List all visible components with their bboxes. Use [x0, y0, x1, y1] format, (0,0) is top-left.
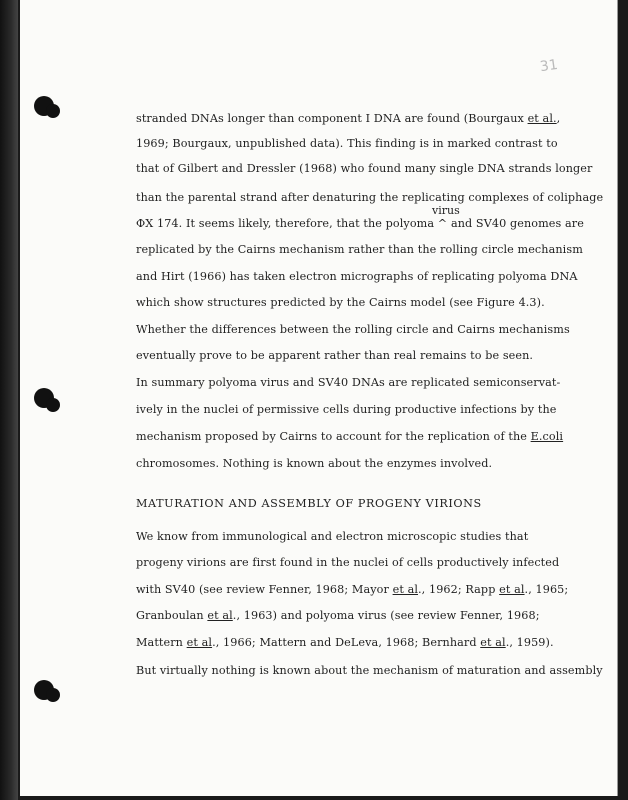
underlined-text: et al: [499, 583, 525, 596]
text-span: stranded DNAs longer than component I DNA are found (Bourgaux: [136, 112, 528, 125]
text-line: [136, 457, 606, 470]
underlined-text: et al: [186, 636, 213, 649]
text-span: that of Gilbert and Dressler (1968) who found many single DNA strands longer: [136, 162, 593, 175]
text-line: [136, 430, 606, 443]
underlined-text: et al: [392, 583, 419, 596]
text-span: Whether the differences between the rolling circle and Cairns mechanisms: [136, 323, 570, 336]
punch-hole-middle-b: [46, 398, 60, 412]
text-span: 1969; Bourgaux, unpublished data). This finding is in marked contrast to: [136, 137, 558, 150]
text-line: [136, 664, 606, 677]
text-span: which show structures predicted by the Cairns model (see Figure 4.3).: [136, 296, 545, 309]
text-span: Granboulan: [136, 609, 208, 622]
text-line: [136, 376, 606, 389]
text-line: [136, 530, 606, 543]
text-line: [136, 162, 606, 175]
text-span: ., 1962; Rapp: [418, 583, 500, 596]
text-span: Mattern: [136, 636, 187, 649]
text-span: than the parental strand after denaturing the replicating complexes of coliphage: [136, 191, 604, 204]
text-line: [136, 112, 606, 125]
text-span: with SV40 (see review Fenner, 1968; Mayor: [136, 583, 393, 596]
page-number: 31: [538, 56, 559, 76]
text-span: ., 1959).: [505, 636, 554, 649]
text-span: In summary polyoma virus and SV40 DNAs are replicated semiconservat-: [136, 376, 561, 389]
text-line: [136, 497, 606, 510]
text-line: [136, 556, 606, 569]
text-line: [136, 243, 606, 256]
text-line: [136, 323, 606, 336]
underlined-text: et al.: [527, 112, 557, 125]
text-line: [136, 403, 606, 416]
text-span: MATURATION AND ASSEMBLY OF PROGENY VIRIONS: [136, 497, 482, 510]
text-line: [136, 296, 606, 309]
text-line: [136, 609, 606, 622]
text-line: [136, 349, 606, 362]
text-span: ., 1966; Mattern and DeLeva, 1968; Bernhard: [212, 636, 481, 649]
punch-hole-bottom-b: [46, 688, 60, 702]
text-span: progeny virions are first found in the nuclei of cells productively infected: [136, 556, 560, 569]
text-span: eventually prove to be apparent rather than real remains to be seen.: [136, 349, 534, 362]
punch-hole-top-b: [46, 104, 60, 118]
text-span: ,: [556, 112, 561, 125]
underlined-text: et al: [207, 609, 233, 622]
text-span: ively in the nuclei of permissive cells during productive infections by the: [136, 403, 557, 416]
text-line: [136, 191, 606, 204]
text-span: ., 1963) and polyoma virus (see review Fenner, 1968;: [232, 609, 540, 622]
text-span: replicated by the Cairns mechanism rather than the rolling circle mechanism: [136, 243, 583, 256]
text-line: [136, 217, 606, 230]
underlined-text: E.coli: [530, 430, 564, 443]
text-span: ΦX 174. It seems likely, therefore, that the polyoma ^ and SV40 genomes are: [136, 217, 584, 230]
text-span: But virtually nothing is known about the mechanism of maturation and assembly: [136, 664, 603, 677]
text-span: mechanism proposed by Cairns to account for the replication of the: [136, 430, 531, 443]
text-line: [136, 137, 606, 150]
document-page: [20, 0, 618, 796]
text-line: [136, 270, 606, 283]
underlined-text: et al: [480, 636, 506, 649]
page-edge-shadow: [0, 0, 18, 800]
text-span: chromosomes. Nothing is known about the enzymes involved.: [136, 457, 493, 470]
text-line: [136, 636, 606, 649]
text-span: and Hirt (1966) has taken electron micrographs of replicating polyoma DNA: [136, 270, 578, 283]
handwritten-insertion: virus: [432, 204, 460, 217]
text-line: [136, 583, 606, 596]
text-span: ., 1965;: [524, 583, 569, 596]
text-span: We know from immunological and electron microscopic studies that: [136, 530, 529, 543]
